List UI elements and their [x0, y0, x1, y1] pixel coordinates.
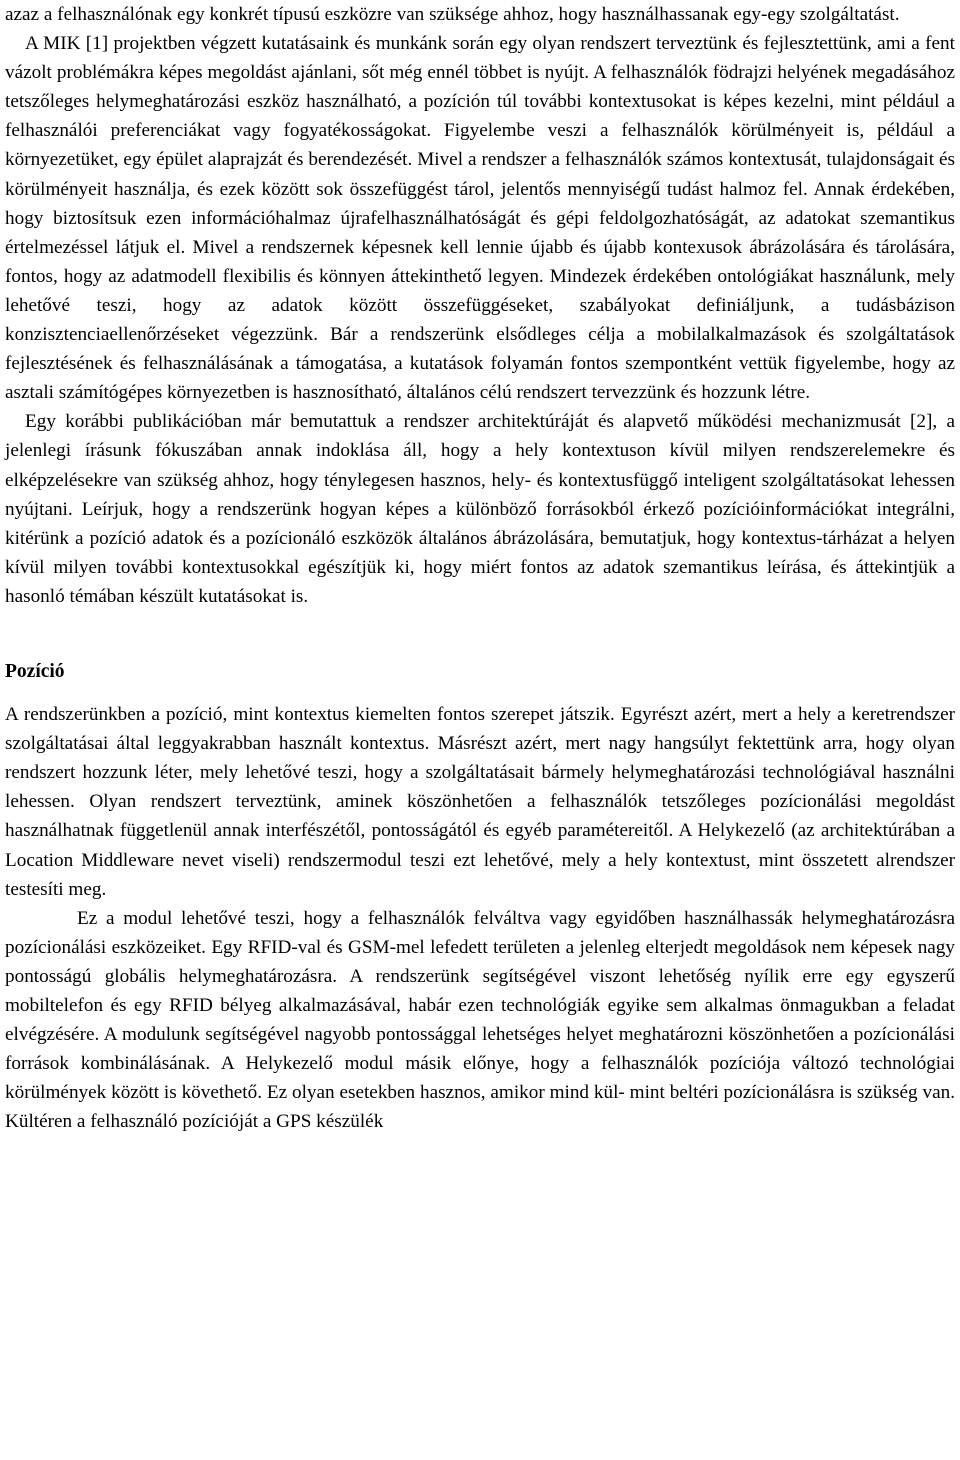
body-paragraph: Egy korábbi publikációban már bemutattuk a rendszer architektúráját és alapvető működési mechanizmusát [2], a jelenlegi írásunk fókuszában annak indoklása áll, hogy a hely kontextuson kívül milyen rendszerelemekre és elképzelésekre van szükség ahhoz, hogy ténylegesen hasznos, hely- és kontextusfüggő inteligent szolgáltatásokat lehessen nyújtani. Leírjuk, hogy a rendszerünk hogyan képes a különböző forrásokból érkező pozícióinformációkat integrálni, kitérünk a pozíció adatok és a pozícionáló eszközök általános ábrázolására, bemutatjuk, hogy kontextus-tárházat a helyen kívül milyen további kontextusokkal egészítjük ki, hogy miért fontos az adatok szemantikus leírása, és áttekintjük a hasonló témában készült kutatásokat is.: [5, 411, 955, 607]
document-page: [5, 0, 955, 1136]
spacer: [5, 611, 955, 657]
body-paragraph: azaz a felhasználónak egy konkrét típusú eszközre van szüksége ahhoz, hogy használhassanak egy-egy szolgáltatást.: [5, 4, 900, 25]
body-paragraph: A MIK [1] projektben végzett kutatásaink és munkánk során egy olyan rendszert terveztünk és fejlesztettünk, ami a fent vázolt problémákra képes megoldást ajánlani, sőt még ennél többet is nyújt. A felhasználók födrajzi helyének megadásához tetszőleges helymeghatározási eszköz használható, a pozíción túl további kontextusokat is képes kezelni, mint például a felhasználói preferenciákat vagy fogyatékosságokat. Figyelembe veszi a felhasználók körülményeit is, például a környezetüket, egy épület alaprajzát és berendezését. Mivel a rendszer a felhasználók számos kontextusát, tulajdonságait és körülményeit használja, és ezek között sok összefüggést tárol, jelentős mennyiségű tudást halmoz fel. Annak érdekében, hogy biztosítsuk ezen információhalmaz újrafelhasználhatóságát és gépi feldolgozhatóságát, az adatokat szemantikus értelmezéssel látjuk el. Mivel a rendszernek képesnek kell lennie újabb és újabb kontexusok ábrázolására és tárolására, fontos, hogy az adatmodell flexibilis és könnyen áttekinthető legyen. Mindezek érdekében ontológiákat használunk, mely lehetővé teszi, hogy az adatok között összefüggéseket, szabályokat definiáljunk, a tudásbázison konzisztenciaellenőrzéseket végezzünk. Bár a rendszerünk elsődleges célja a mobilalkalmazások és szolgáltatások fejlesztésének és felhasználásának a támogatása, a kutatások folyamán fontos szempontként vettük figyelembe, hogy az asztali számítógépes környezetben is hasznosítható, általános célú rendszert tervezzünk és hozzunk létre.: [5, 33, 955, 404]
body-paragraph: Ez a modul lehetővé teszi, hogy a felhasználók felváltva vagy egyidőben használhassák helymeghatározásra pozícionálási eszközeiket. Egy RFID-val és GSM-mel lefedett területen a jelenleg elterjedt megoldások nem képesek nagy pontosságú globális helymeghatározásra. A rendszerünk segítségével viszont lehetőség nyílik erre egy egyszerű mobiltelefon és egy RFID bélyeg alkalmazásával, habár ezen technológiák egyike sem alkalmas önmagukban a feladat elvégzésére. A modulunk segítségével nagyobb pontossággal lehetséges helyet meghatározni köszönhetően a pozícionálási források kombinálásának. A Helykezelő modul másik előnye, hogy a felhasználók pozíciója változó technológiai körülmények között is követhető. Ez olyan esetekben hasznos, amikor mind kül- mint beltéri pozícionálásra is szükség van. Kültéren a felhasználó pozícióját a GPS készülék: [5, 907, 955, 1133]
section-heading: Pozíció: [5, 660, 65, 682]
spacer: [5, 686, 955, 700]
body-paragraph: A rendszerünkben a pozíció, mint kontextus kiemelten fontos szerepet játszik. Egyrészt azért, mert a hely a keretrendszer szolgáltatásai által leggyakrabban használt kontextus. Másrészt azért, mert nagy hangsúlyt fektettünk arra, hogy olyan rendszert hozzunk léter, mely lehetővé teszi, hogy a szolgáltatásait bármely helymeghatározási technológiával használni lehessen. Olyan rendszert terveztünk, aminek köszönhetően a felhasználók tetszőleges pozícionálási megoldást használhatnak függetlenül annak interfészétől, pontosságától és egyéb paramétereitől. A Helykezelő (az architektúrában a Location Middleware nevet viseli) rendszermodul teszi ezt lehetővé, mely a hely kontextust, mint összetett alrendszer testesíti meg.: [5, 704, 955, 900]
